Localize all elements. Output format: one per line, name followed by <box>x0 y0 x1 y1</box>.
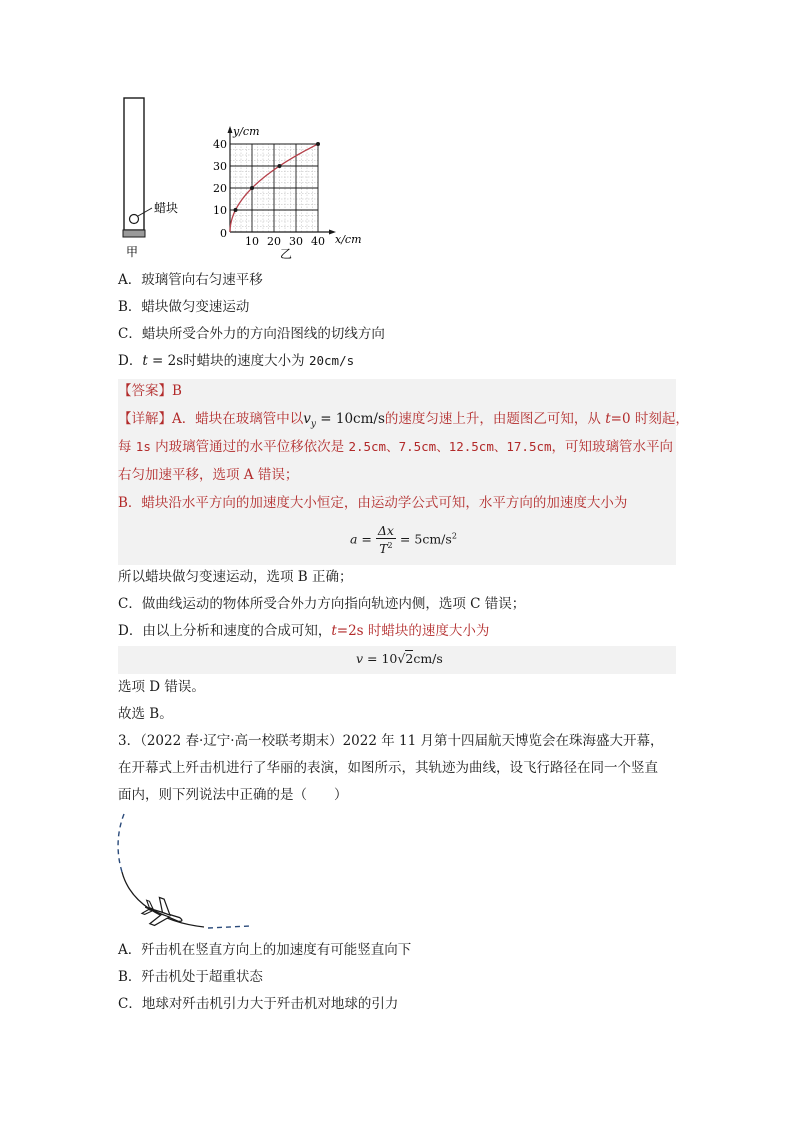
formula-a-lhs: a <box>350 531 358 547</box>
x-axis-label: x/cm <box>335 233 362 246</box>
formula-a-num: Δx <box>377 523 394 538</box>
origin-label: 0 <box>220 227 227 240</box>
detail-line-7 <box>118 621 489 641</box>
detail-line-4: B．蜡块沿水平方向的加速度大小恒定，由运动学公式可知，水平方向的加速度大小为 <box>118 495 628 511</box>
data-point <box>278 164 282 168</box>
detail-line-2 <box>118 437 673 457</box>
formula-v-lhs: v <box>356 651 364 666</box>
detail-l1-c: 的速度匀速上升，由题图乙可知，从 <box>384 411 606 427</box>
detail-l7-t: t <box>331 623 337 639</box>
x-tick-label: 30 <box>289 235 303 248</box>
detail-l7-b: =2s 时蜡块的速度大小为 <box>336 623 490 639</box>
wax-block <box>130 215 139 224</box>
y-axis-arrow <box>228 126 233 133</box>
data-point <box>250 186 254 190</box>
q3-line-3: 面内，则下列说法中正确的是（ ） <box>118 787 348 803</box>
q3-line-1: 3．（2022 春·辽宁·高一校联考期末）2022 年 11 月第十四届航天博览会在珠海盛大开幕， <box>118 733 664 749</box>
x-tick-label: 10 <box>245 235 259 248</box>
detail-l1-sub: y <box>310 419 316 430</box>
y-ticks <box>213 138 227 217</box>
detail-line-5: 所以蜡块做匀变速运动，选项 B 正确； <box>118 569 353 585</box>
q3-line-2: 在开幕式上歼击机进行了华丽的表演，如图所示，其轨迹为曲线，设飞行路径在同一个竖直 <box>118 760 658 776</box>
graph-caption: 乙 <box>280 247 293 261</box>
detail-l1-d: =0 时刻起， <box>610 411 689 427</box>
formula-velocity: v = 10√2cm/s <box>356 651 443 666</box>
trajectory-dashed-top <box>118 814 124 872</box>
answer-value: B <box>172 383 182 399</box>
detail-l1-b: = 10cm/s <box>315 411 385 427</box>
wax-block-label: 蜡块 <box>154 201 179 215</box>
formula-acceleration: a = $\frac{\Delta x}{T^2}$ = $5cm/s^2$ <box>350 523 457 557</box>
tube-caption: 甲 <box>126 245 139 259</box>
option-c: C．蜡块所受合外力的方向沿图线的切线方向 <box>118 326 385 342</box>
detail-line-9: 故选 B。 <box>118 706 173 722</box>
option-a: A．玻璃管向右匀速平移 <box>118 272 263 288</box>
y-axis-label: y/cm <box>233 125 260 138</box>
option-d <box>118 351 354 371</box>
q3-option-b: B．歼击机处于超重状态 <box>118 969 263 985</box>
detail-l2-a: 每 <box>118 439 136 455</box>
detail-line-8: 选项 D 错误。 <box>118 679 205 695</box>
major-grid <box>230 144 318 232</box>
option-d-mid: = 2s时蜡块的速度大小为 <box>147 353 309 369</box>
detail-l2-vals: 2.5cm、7.5cm、12.5cm、17.5cm <box>348 439 552 454</box>
y-tick-label: 10 <box>213 204 227 217</box>
y-tick-label: 40 <box>213 138 227 151</box>
detail-l1-a: A．蜡块在玻璃管中以 <box>172 411 304 427</box>
trajectory-graph <box>210 122 370 262</box>
formula-v-radicand: 2 <box>405 651 414 666</box>
formula-a-rhs: = 5cm/s <box>395 531 452 547</box>
detail-l7-a: D．由以上分析和速度的合成可知， <box>118 623 332 639</box>
jet-icon <box>139 894 186 934</box>
detail-l2-1s: 1s <box>135 439 151 454</box>
formula-v-unit: cm/s <box>413 651 443 666</box>
x-tick-label: 40 <box>311 235 325 248</box>
detail-line-3: 右匀加速平移，选项 A 错误； <box>118 467 299 483</box>
trajectory-dashed-right <box>208 926 250 928</box>
option-d-var: t <box>142 353 148 369</box>
jet-figure <box>112 810 262 935</box>
data-point <box>316 142 320 146</box>
formula-a-fraction: $\frac{\Delta x}{T^2}$ <box>377 523 394 557</box>
option-d-prefix: D． <box>118 353 143 369</box>
q3-option-c: C．地球对歼击机引力大于歼击机对地球的引力 <box>118 996 399 1012</box>
x-tick-label: 20 <box>267 235 281 248</box>
q3-option-a: A．歼击机在竖直方向上的加速度有可能竖直向下 <box>118 942 412 958</box>
option-b: B．蜡块做匀变速运动 <box>118 299 250 315</box>
detail-l1-v: v <box>303 411 311 427</box>
detail-line-6: C．做曲线运动的物体所受合外力方向指向轨迹内侧，选项 C 错误； <box>118 596 526 612</box>
detail-tag: 【详解】 <box>118 411 172 427</box>
data-point <box>234 208 238 212</box>
tube-base <box>123 230 145 237</box>
tube-figure <box>118 92 198 262</box>
formula-a-den: T <box>379 541 388 557</box>
y-tick-label: 20 <box>213 182 227 195</box>
detail-l2-c: ，可知玻璃管水平向 <box>551 439 674 455</box>
answer-line <box>118 381 182 401</box>
detail-l1-t: t <box>605 411 611 427</box>
detail-l2-b: 内玻璃管通过的水平位移依次是 <box>150 439 349 455</box>
y-tick-label: 30 <box>213 160 227 173</box>
glass-tube <box>124 98 144 230</box>
formula-v-coef: = 10 <box>363 651 398 666</box>
option-d-value: 20cm/s <box>308 353 355 368</box>
detail-line-1 <box>118 409 689 435</box>
answer-tag: 【答案】 <box>118 383 172 399</box>
